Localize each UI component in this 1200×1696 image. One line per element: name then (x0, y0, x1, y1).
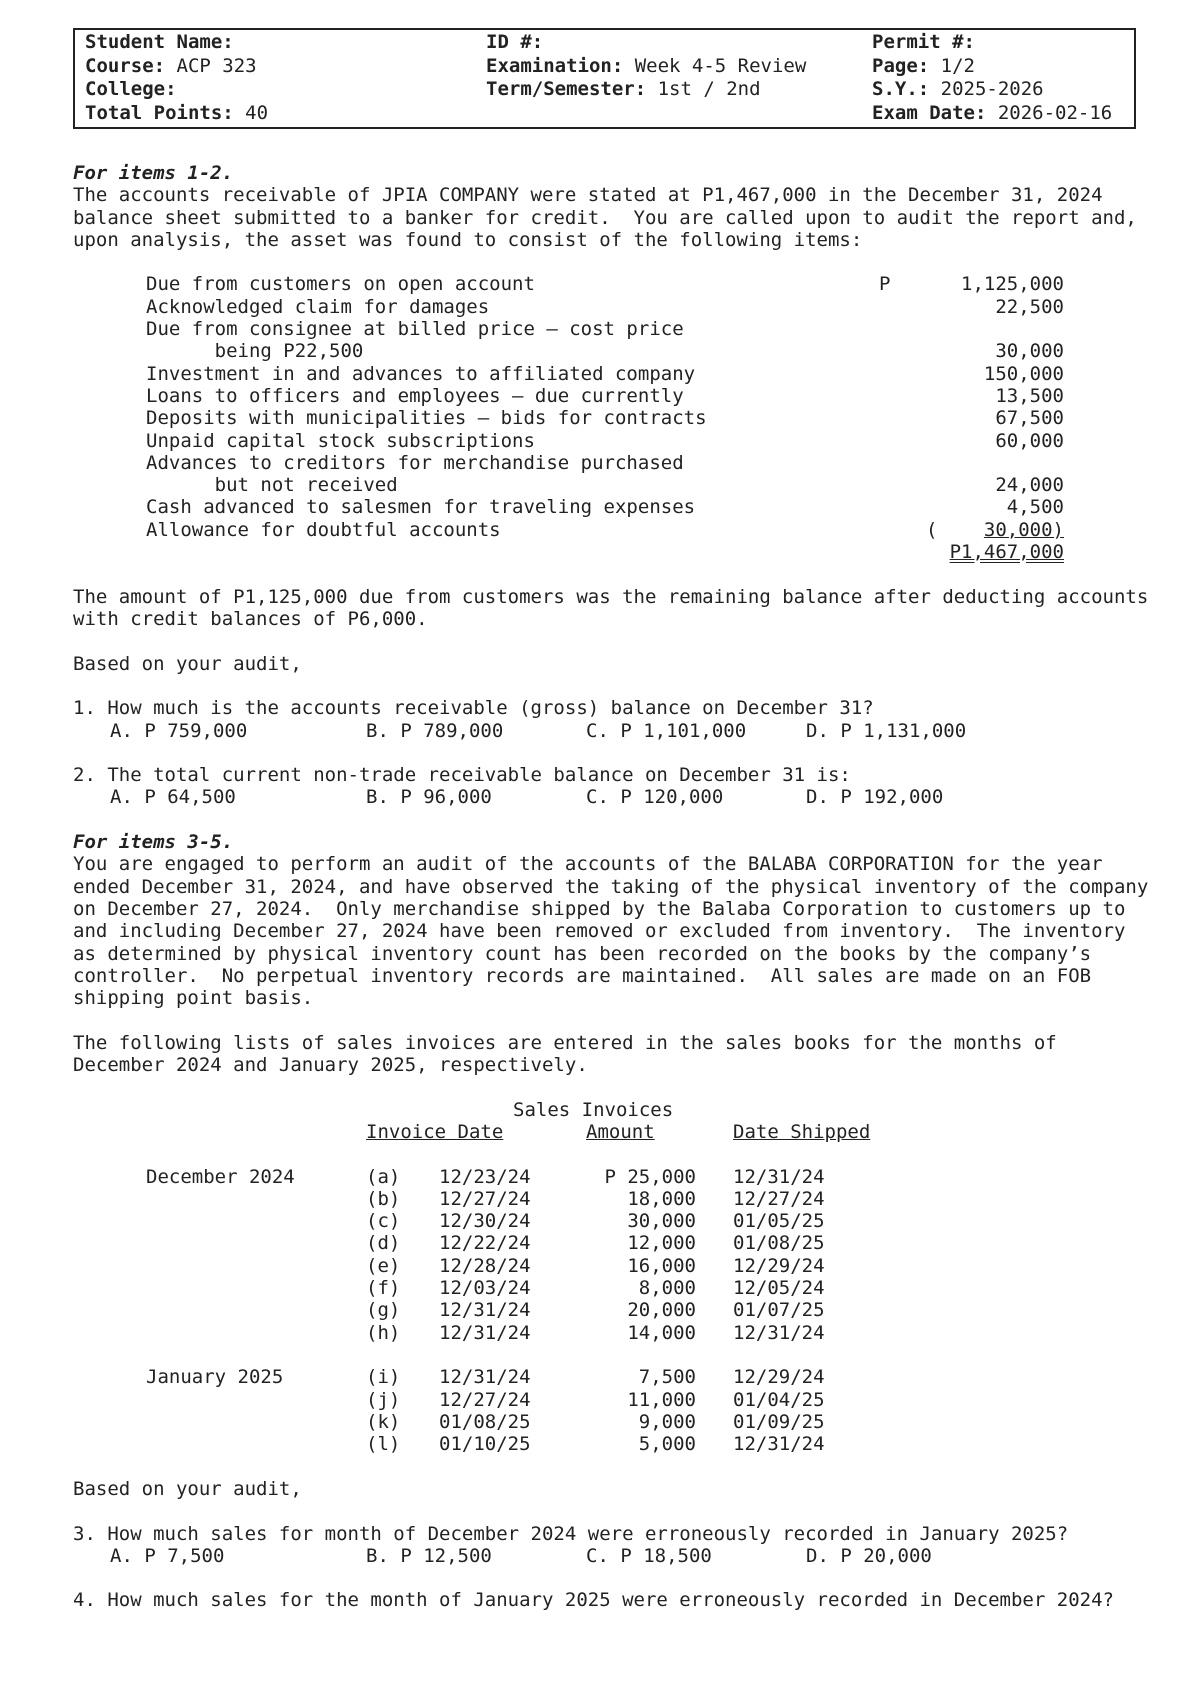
item-amount: 4,500 (1006, 496, 1064, 519)
group-label-january: January 2025 (146, 1366, 284, 1389)
invoice-date: 12/28/24 (439, 1254, 531, 1277)
date-shipped: 12/31/24 (733, 1321, 825, 1344)
question-4: 4. How much sales for the month of January 2025 were erroneously recorded in December 2024? (73, 1589, 1114, 1612)
choice-d[interactable]: D. P 20,000 (806, 1544, 932, 1567)
total-receivables: P1,467,000 (949, 541, 1064, 564)
invoice-amount: P 25,000 (604, 1165, 696, 1188)
invoice-date: 12/22/24 (439, 1232, 531, 1255)
section2-intro-line-6: controller. No perpetual inventory records are maintained. All sales are made on an FOB (73, 964, 1092, 987)
invoice-amount: 16,000 (627, 1254, 696, 1277)
exam-page (73, 28, 1149, 1612)
item-label: Allowance for doubtful accounts (146, 518, 501, 541)
choice-c[interactable]: C. P 120,000 (586, 786, 724, 809)
choice-c[interactable]: C. P 1,101,000 (586, 719, 747, 742)
date-shipped: 01/07/25 (733, 1299, 825, 1322)
exam-date-value: 2026-02-16 (986, 101, 1113, 124)
section2-intro2-line-2: December 2024 and January 2025, respectively. (73, 1054, 588, 1077)
item-label: Due from consignee at billed price – cost price (146, 318, 684, 341)
invoice-date: 12/31/24 (439, 1299, 531, 1322)
choice-d[interactable]: D. P 1,131,000 (806, 719, 967, 742)
invoice-id: (l) (366, 1433, 401, 1456)
course-label: Course: (85, 54, 166, 77)
examination-label: Examination: (486, 54, 624, 77)
section1-note-line-2: with credit balances of P6,000. (73, 608, 428, 631)
permit-label: Permit #: (872, 31, 975, 53)
student-name-label: Student Name: (85, 31, 234, 53)
date-shipped: 01/08/25 (733, 1232, 825, 1255)
item-amount: 30,000 (995, 340, 1064, 363)
question-2: 2. The total current non-trade receivable balance on December 31 is: (73, 764, 851, 787)
item-amount: 22,500 (995, 295, 1064, 318)
section1-intro-line-1: The accounts receivable of JPIA COMPANY were stated at P1,467,000 in the December 31, 2024 (73, 184, 1103, 207)
invoice-date: 12/27/24 (439, 1187, 531, 1210)
date-shipped: 12/27/24 (733, 1187, 825, 1210)
choice-a[interactable]: A. P 7,500 (110, 1544, 225, 1567)
item-amount: 13,500 (995, 384, 1064, 407)
invoice-amount: 8,000 (638, 1277, 696, 1299)
question-3: 3. How much sales for month of December 2024 were erroneously recorded in January 2025? (73, 1522, 1069, 1545)
question-3-choices (73, 1545, 1136, 1567)
invoice-id: (k) (366, 1410, 401, 1433)
section1-intro-line-3: upon analysis, the asset was found to consist of the following items: (73, 228, 863, 251)
item-label: Investment in and advances to affiliated company (146, 362, 696, 385)
date-shipped: 12/31/24 (733, 1165, 825, 1188)
section2-intro-line-2: ended December 31, 2024, and have observed the taking of the physical inventory of the company (73, 875, 1149, 898)
column-header-invoice-date: Invoice Date (366, 1120, 504, 1143)
term-value: 1st / 2nd (646, 78, 761, 101)
invoice-amount: 11,000 (627, 1388, 696, 1411)
section-title-items-1-2: For items 1-2. (73, 162, 234, 184)
choice-d[interactable]: D. P 192,000 (806, 786, 944, 809)
invoice-amount: 18,000 (627, 1187, 696, 1210)
question-1: 1. How much is the accounts receivable (gross) balance on December 31? (73, 697, 874, 720)
date-shipped: 01/04/25 (733, 1388, 825, 1411)
school-year-label: S.Y.: (872, 78, 930, 101)
term-label: Term/Semester: (486, 78, 647, 101)
section1-intro-line-2: balance sheet submitted to a banker for credit. You are called upon to audit the report and, (73, 206, 1137, 229)
based-on-audit-2: Based on your audit, (73, 1477, 302, 1500)
page-value: 1/2 (929, 54, 975, 77)
item-amount: 60,000 (995, 429, 1064, 452)
total-points-label: Total Points: (85, 101, 234, 124)
item-amount: 67,500 (995, 407, 1064, 430)
section2-intro-line-1: You are engaged to perform an audit of the accounts of the BALABA CORPORATION for the year (73, 853, 1103, 876)
table-title: Sales Invoices (513, 1098, 674, 1121)
invoice-date: 12/30/24 (439, 1210, 531, 1233)
group-label-december: December 2024 (146, 1165, 295, 1188)
question-1-choices (73, 720, 1136, 742)
invoice-date: 01/08/25 (439, 1410, 531, 1433)
examination-value: Week 4-5 Review (623, 54, 807, 77)
invoice-amount: 30,000 (627, 1210, 696, 1233)
college-label: College: (85, 78, 177, 101)
invoice-amount: 12,000 (627, 1232, 696, 1255)
column-header-date-shipped: Date Shipped (733, 1120, 871, 1143)
item-label: Acknowledged claim for damages (146, 295, 490, 318)
receivables-schedule (73, 273, 1136, 563)
choice-a[interactable]: A. P 759,000 (110, 719, 248, 742)
invoice-amount: 5,000 (638, 1433, 696, 1456)
choice-b[interactable]: B. P 12,500 (366, 1544, 492, 1567)
id-label: ID #: (486, 31, 544, 53)
invoice-date: 12/31/24 (439, 1321, 531, 1344)
question-2-choices (73, 786, 1136, 808)
column-header-amount: Amount (586, 1120, 655, 1143)
invoice-date: 12/03/24 (439, 1277, 531, 1299)
invoice-date: 12/27/24 (439, 1388, 531, 1411)
date-shipped: 12/29/24 (733, 1366, 825, 1389)
invoice-id: (a) (366, 1165, 401, 1188)
school-year-value: 2025-2026 (929, 78, 1044, 101)
choice-b[interactable]: B. P 96,000 (366, 786, 492, 809)
section-title-items-3-5: For items 3-5. (73, 831, 234, 854)
invoice-date: 12/31/24 (439, 1366, 531, 1389)
sales-invoices-table (73, 1099, 1136, 1456)
section1-note-line-1: The amount of P1,125,000 due from customers was the remaining balance after deducting accounts (73, 585, 1149, 608)
choice-a[interactable]: A. P 64,500 (110, 786, 236, 809)
based-on-audit: Based on your audit, (73, 652, 302, 675)
invoice-amount: 20,000 (627, 1299, 696, 1322)
date-shipped: 12/31/24 (733, 1433, 825, 1456)
item-label: Due from customers on open account (146, 273, 535, 296)
item-label: Deposits with municipalities – bids for contracts (146, 407, 707, 430)
item-label: but not received (146, 474, 398, 497)
item-label: Loans to officers and employees – due currently (146, 384, 684, 407)
invoice-id: (b) (366, 1187, 401, 1210)
invoice-id: (j) (366, 1388, 401, 1411)
invoice-id: (h) (366, 1321, 401, 1344)
item-label: Advances to creditors for merchandise purchased (146, 451, 684, 474)
page-label: Page: (872, 54, 930, 77)
currency-prefix: P (879, 273, 891, 296)
date-shipped: 01/09/25 (733, 1410, 825, 1433)
item-label: Cash advanced to salesmen for traveling expenses (146, 496, 696, 519)
invoice-id: (d) (366, 1232, 401, 1255)
item-label: being P22,500 (146, 340, 364, 363)
invoice-id: (f) (366, 1277, 401, 1299)
item-amount: 150,000 (983, 362, 1064, 385)
section2-intro-line-4: and including December 27, 2024 have been removed or excluded from inventory. The inventory (73, 920, 1126, 943)
invoice-id: (e) (366, 1254, 401, 1277)
date-shipped: 12/05/24 (733, 1277, 825, 1299)
exam-date-label: Exam Date: (872, 101, 987, 124)
invoice-id: (i) (366, 1366, 401, 1389)
date-shipped: 12/29/24 (733, 1254, 825, 1277)
exam-header (73, 28, 1136, 129)
invoice-date: 01/10/25 (439, 1433, 531, 1456)
choice-c[interactable]: C. P 18,500 (586, 1544, 712, 1567)
total-points-value: 40 (233, 101, 269, 124)
section2-intro-line-3: on December 27, 2024. Only merchandise shipped by the Balaba Corporation to customers up to (73, 897, 1126, 920)
section2-intro-line-7: shipping point basis. (73, 987, 314, 1010)
open-paren: ( (926, 518, 938, 541)
invoice-id: (g) (366, 1299, 401, 1322)
invoice-date: 12/23/24 (439, 1165, 531, 1188)
allowance-amount: 30,000) (983, 518, 1064, 541)
choice-b[interactable]: B. P 789,000 (366, 719, 504, 742)
item-amount: 1,125,000 (961, 273, 1064, 296)
invoice-id: (c) (366, 1210, 401, 1233)
item-label: Unpaid capital stock subscriptions (146, 429, 535, 452)
invoice-amount: 7,500 (638, 1366, 696, 1389)
invoice-amount: 9,000 (638, 1410, 696, 1433)
invoice-amount: 14,000 (627, 1321, 696, 1344)
item-amount: 24,000 (995, 474, 1064, 497)
date-shipped: 01/05/25 (733, 1210, 825, 1233)
section2-intro2-line-1: The following lists of sales invoices are entered in the sales books for the months of (73, 1031, 1057, 1054)
course-value: ACP 323 (165, 54, 257, 77)
section2-intro-line-5: as determined by physical inventory count has been recorded on the books by the company’s (73, 942, 1092, 965)
